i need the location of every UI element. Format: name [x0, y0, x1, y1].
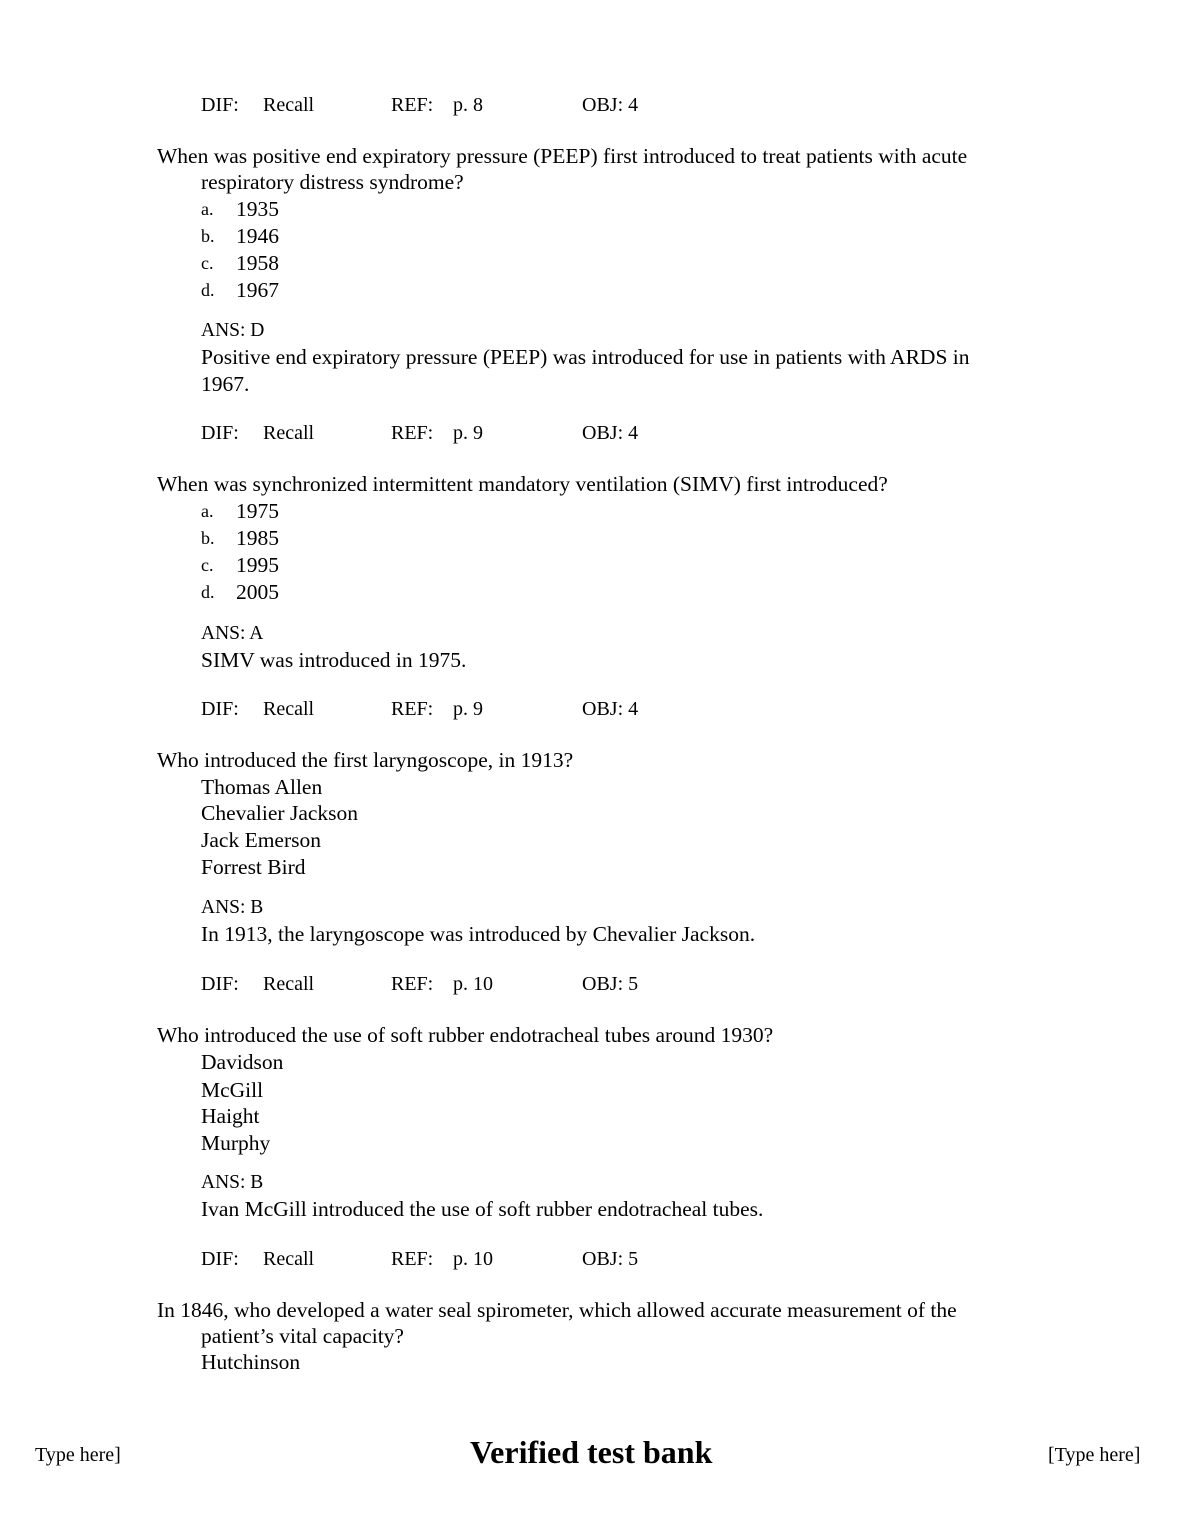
- ref-label: REF:: [391, 422, 434, 444]
- option-text: Haight: [201, 1104, 260, 1128]
- option-letter: a.: [201, 501, 214, 521]
- question-text: Who introduced the use of soft rubber endotracheal tubes around 1930?: [157, 1023, 774, 1047]
- ref-label: REF:: [391, 1248, 434, 1270]
- footer-title: Verified test bank: [470, 1434, 713, 1470]
- obj-value: OBJ: 4: [582, 698, 639, 720]
- option-text: Chevalier Jackson: [201, 801, 359, 825]
- dif-value: Recall: [263, 1248, 315, 1270]
- question-text: Who introduced the first laryngoscope, in 1913?: [157, 748, 574, 772]
- obj-value: OBJ: 4: [582, 422, 639, 444]
- dif-label: DIF:: [201, 422, 239, 444]
- question-text-cont: respiratory distress syndrome?: [201, 170, 464, 194]
- option-letter: b.: [201, 226, 215, 246]
- rationale-text: Positive end expiratory pressure (PEEP) was introduced for use in patients with ARDS in: [201, 345, 970, 369]
- answer-label: ANS: B: [201, 897, 264, 918]
- option-text: Murphy: [201, 1131, 271, 1155]
- ref-value: p. 8: [453, 94, 483, 116]
- ref-label: REF:: [391, 698, 434, 720]
- option-text: 1967: [236, 278, 279, 302]
- ref-value: p. 10: [453, 1248, 493, 1270]
- option-letter: a.: [201, 199, 214, 219]
- option-text: 1995: [236, 553, 279, 577]
- question-text-cont: patient’s vital capacity?: [201, 1324, 404, 1348]
- dif-value: Recall: [263, 698, 315, 720]
- dif-label: DIF:: [201, 1248, 239, 1270]
- dif-label: DIF:: [201, 698, 239, 720]
- rationale-text: SIMV was introduced in 1975.: [201, 648, 467, 672]
- option-text: Thomas Allen: [201, 775, 323, 799]
- obj-value: OBJ: 5: [582, 1248, 639, 1270]
- option-text: 1958: [236, 251, 279, 275]
- option-text: 1975: [236, 499, 279, 523]
- dif-value: Recall: [263, 422, 315, 444]
- option-letter: d.: [201, 280, 215, 300]
- dif-value: Recall: [263, 973, 315, 995]
- option-text: 1985: [236, 526, 279, 550]
- option-text: Forrest Bird: [201, 855, 306, 879]
- obj-value: OBJ: 4: [582, 94, 639, 116]
- footer-right-placeholder: [Type here]: [1048, 1444, 1141, 1466]
- ref-value: p. 9: [453, 698, 483, 720]
- option-text: 1946: [236, 224, 279, 248]
- option-letter: b.: [201, 528, 215, 548]
- question-text: When was positive end expiratory pressure (PEEP) first introduced to treat patients with acute: [157, 144, 968, 168]
- option-text: 2005: [236, 580, 279, 604]
- ref-label: REF:: [391, 94, 434, 116]
- dif-label: DIF:: [201, 973, 239, 995]
- rationale-text-cont: 1967.: [201, 372, 250, 396]
- option-text: Hutchinson: [201, 1350, 301, 1374]
- option-letter: d.: [201, 582, 215, 602]
- ref-label: REF:: [391, 973, 434, 995]
- footer-left-placeholder: Type here]: [35, 1444, 121, 1466]
- option-letter: c.: [201, 253, 214, 273]
- obj-value: OBJ: 5: [582, 973, 639, 995]
- ref-value: p. 10: [453, 973, 493, 995]
- answer-label: ANS: D: [201, 320, 265, 341]
- dif-label: DIF:: [201, 94, 239, 116]
- ref-value: p. 9: [453, 422, 483, 444]
- question-text: When was synchronized intermittent mandatory ventilation (SIMV) first introduced?: [157, 472, 888, 496]
- answer-label: ANS: A: [201, 623, 264, 644]
- option-text: McGill: [201, 1078, 264, 1102]
- option-text: 1935: [236, 197, 279, 221]
- option-text: Davidson: [201, 1050, 284, 1074]
- answer-label: ANS: B: [201, 1172, 264, 1193]
- option-letter: c.: [201, 555, 214, 575]
- option-text: Jack Emerson: [201, 828, 322, 852]
- dif-value: Recall: [263, 94, 315, 116]
- rationale-text: Ivan McGill introduced the use of soft rubber endotracheal tubes.: [201, 1197, 764, 1221]
- question-text: In 1846, who developed a water seal spirometer, which allowed accurate measurement of the: [157, 1298, 957, 1322]
- rationale-text: In 1913, the laryngoscope was introduced by Chevalier Jackson.: [201, 922, 756, 946]
